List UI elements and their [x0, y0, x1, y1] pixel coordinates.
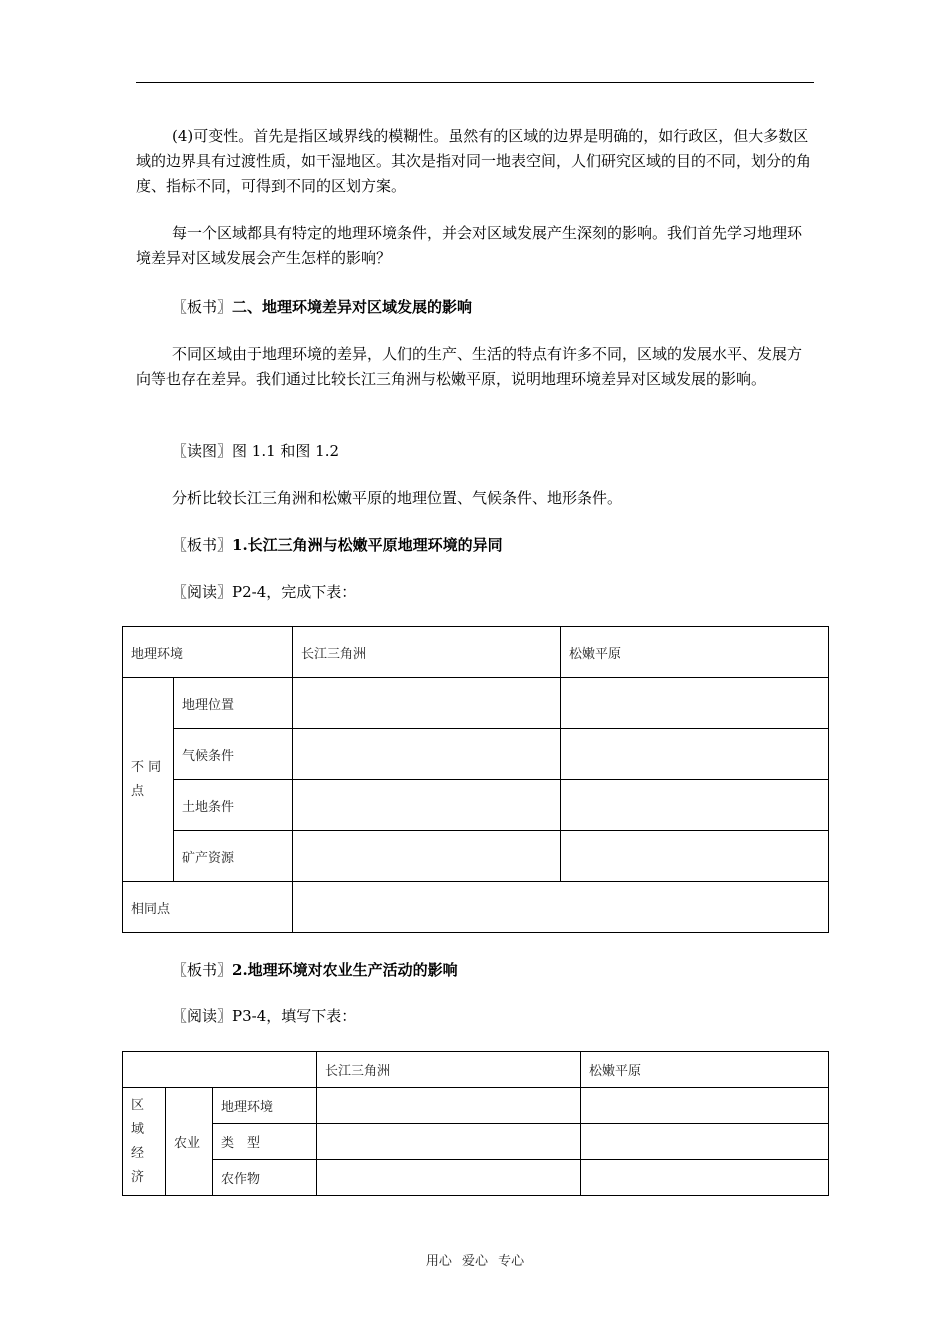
board-heading-2 — [172, 297, 472, 317]
header-rule — [136, 82, 814, 83]
header-cell-yangtze: 长江三角洲 — [293, 627, 561, 678]
row-label: 地理位置 — [174, 678, 293, 729]
page-footer: 用心 爱心 专心 — [425, 1254, 525, 1269]
blank-cell[interactable] — [317, 1124, 581, 1160]
board-tag: 〖板书〗 — [172, 536, 233, 554]
read-tag: 〖阅读〗 — [172, 583, 233, 601]
analysis-line: 分析比较长江三角洲和松嫩平原的地理位置、气候条件、地形条件。 — [172, 489, 623, 507]
agriculture-comparison-table — [122, 1051, 829, 1196]
blank-cell[interactable] — [561, 678, 829, 729]
table-row — [123, 831, 829, 882]
header-cell-yangtze: 长江三角洲 — [317, 1052, 581, 1088]
differences-label: 不 同 点 — [123, 678, 174, 882]
blank-cell[interactable] — [561, 831, 829, 882]
header-cell-songnen: 松嫩平原 — [561, 627, 829, 678]
row-label: 矿产资源 — [174, 831, 293, 882]
table-row — [123, 780, 829, 831]
agriculture-label: 农业 — [166, 1088, 213, 1196]
board-tag: 〖板书〗 — [172, 961, 233, 979]
table-row — [123, 1052, 829, 1088]
reading-instruction-text: P2-4，完成下表： — [232, 583, 357, 601]
read-tag: 〖阅读〗 — [172, 1007, 233, 1025]
blank-cell[interactable] — [581, 1124, 829, 1160]
blank-cell[interactable] — [317, 1160, 581, 1196]
board-heading-2-1 — [172, 535, 503, 555]
similarities-label: 相同点 — [123, 882, 293, 933]
blank-cell[interactable] — [561, 780, 829, 831]
blank-cell[interactable] — [293, 882, 829, 933]
blank-cell[interactable] — [293, 729, 561, 780]
table-row — [123, 729, 829, 780]
read-tag: 〖读图〗 — [172, 442, 233, 460]
blank-cell[interactable] — [293, 780, 561, 831]
table-row — [123, 1160, 829, 1196]
row-label: 农作物 — [213, 1160, 317, 1196]
read-figure-text: 图 1.1 和图 1.2 — [232, 442, 340, 460]
table-row — [123, 627, 829, 678]
table-row — [123, 1124, 829, 1160]
board-heading-text: 二、地理环境差异对区域发展的影响 — [232, 298, 473, 316]
blank-cell[interactable] — [293, 678, 561, 729]
reading-instruction-2 — [172, 1006, 356, 1026]
row-label: 地理环境 — [213, 1088, 317, 1124]
blank-cell[interactable] — [561, 729, 829, 780]
row-label: 气候条件 — [174, 729, 293, 780]
board-heading-text: 2.地理环境对农业生产活动的影响 — [232, 961, 458, 979]
blank-cell[interactable] — [581, 1160, 829, 1196]
table-row — [123, 678, 829, 729]
reading-instruction-1 — [172, 582, 356, 602]
header-cell-empty — [123, 1052, 317, 1088]
read-figure-line — [172, 441, 339, 461]
row-label: 类 型 — [213, 1124, 317, 1160]
paragraph-intro: 每一个区域都具有特定的地理环境条件，并会对区域发展产生深刻的影响。我们首先学习地理环境差异对区域发展会产生怎样的影响？ — [136, 224, 803, 267]
table-row — [123, 1088, 829, 1124]
board-heading-2-2 — [172, 960, 458, 980]
board-tag: 〖板书〗 — [172, 298, 233, 316]
reading-instruction-text: P3-4，填写下表： — [232, 1007, 357, 1025]
paragraph-comparison: 不同区域由于地理环境的差异，人们的生产、生活的特点有许多不同，区域的发展水平、发展方向等也存在差异。我们通过比较长江三角洲与松嫩平原，说明地理环境差异对区域发展的影响。 — [136, 345, 803, 388]
environment-comparison-table — [122, 626, 829, 933]
blank-cell[interactable] — [293, 831, 561, 882]
header-cell-songnen: 松嫩平原 — [581, 1052, 829, 1088]
table-row — [123, 882, 829, 933]
row-label: 土地条件 — [174, 780, 293, 831]
header-cell-environment: 地理环境 — [123, 627, 293, 678]
board-heading-text: 1.长江三角洲与松嫩平原地理环境的异同 — [232, 536, 503, 554]
blank-cell[interactable] — [317, 1088, 581, 1124]
regional-economy-label: 区 域 经 济 — [123, 1088, 166, 1196]
paragraph-variability: (4)可变性。首先是指区域界线的模糊性。虽然有的区域的边界是明确的，如行政区，但大多数区域的边界具有过渡性质，如干湿地区。其次是指对同一地表空间，人们研究区域的目的不同，划分的角度、指标不同，可得到不同的区划方案。 — [136, 127, 812, 195]
blank-cell[interactable] — [581, 1088, 829, 1124]
